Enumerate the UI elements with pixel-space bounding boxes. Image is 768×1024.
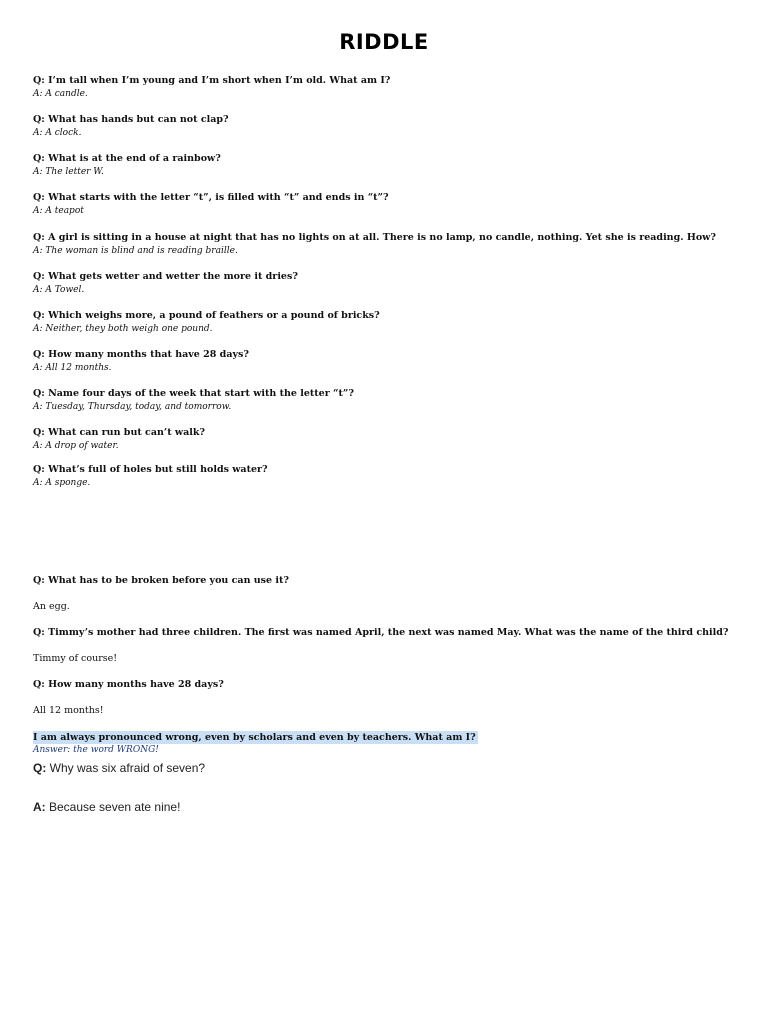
riddle-answer: A: A Towel. <box>33 285 85 295</box>
answer-text: Because seven ate nine! <box>45 800 181 814</box>
riddle-item <box>33 426 733 453</box>
riddle-question: Q: What starts with the letter “t”, is filled with “t” and ends in “t”? <box>33 192 389 203</box>
riddle-answer: A: The woman is blind and is reading braille. <box>33 246 238 256</box>
riddle-question: Q: A girl is sitting in a house at night that has no lights on at all. There is no lamp, no candle, nothing. Yet she is reading. How? <box>33 232 716 243</box>
riddle-question: Q: What gets wetter and wetter the more it dries? <box>33 271 298 282</box>
riddle-answer: A: A sponge. <box>33 478 91 488</box>
riddle-answer: A: A candle. <box>33 89 88 99</box>
page-title: RIDDLE <box>339 30 429 54</box>
riddle-question: Q: How many months that have 28 days? <box>33 349 249 360</box>
riddle-answer: Timmy of course! <box>33 653 118 664</box>
riddle-item <box>33 270 733 297</box>
riddle-answer: An egg. <box>33 601 70 612</box>
riddle-answer: A: The letter W. <box>33 167 104 177</box>
riddle-question: Q: What’s full of holes but still holds water? <box>33 464 268 475</box>
riddle-question: Q: What has to be broken before you can use it? <box>33 575 289 586</box>
riddle-item <box>33 113 733 140</box>
riddle-question: Q: I’m tall when I’m young and I’m short when I’m old. What am I? <box>33 75 391 86</box>
highlighted-question: I am always pronounced wrong, even by scholars and even by teachers. What am I? <box>33 732 476 743</box>
riddle-answer: A: A teapot <box>33 206 84 216</box>
riddle-item <box>33 231 733 258</box>
riddle-answer: A: Tuesday, Thursday, today, and tomorrow. <box>33 402 232 412</box>
riddle-answer: A: A clock. <box>33 128 82 138</box>
riddle-question: Q: Which weighs more, a pound of feathers or a pound of bricks? <box>33 310 380 321</box>
last-question <box>33 760 205 776</box>
riddle-answer: A: Neither, they both weigh one pound. <box>33 324 213 334</box>
riddle-question: Q: Name four days of the week that start with the letter “t”? <box>33 388 354 399</box>
riddle-item <box>33 387 733 414</box>
riddle-question: Q: How many months have 28 days? <box>33 679 224 690</box>
riddle-answer: A: All 12 months. <box>33 363 112 373</box>
riddle-question: Q: What can run but can’t walk? <box>33 427 205 438</box>
riddle-item <box>33 348 733 375</box>
riddle-item <box>33 309 733 336</box>
question-label: Q: <box>33 761 47 775</box>
riddle-answer: A: A drop of water. <box>33 441 119 451</box>
answer-label: A: <box>33 800 46 814</box>
riddle-answer: All 12 months! <box>33 705 104 716</box>
riddle-item <box>33 74 733 101</box>
riddle-item <box>33 152 733 179</box>
riddle-item <box>33 463 733 490</box>
highlighted-answer: Answer: the word WRONG! <box>33 745 159 755</box>
last-answer <box>33 799 180 815</box>
riddle-question: Q: Timmy’s mother had three children. The first was named April, the next was named May. What was the name of the third child? <box>33 627 729 638</box>
question-text: Why was six afraid of seven? <box>46 761 206 775</box>
riddle-question: Q: What has hands but can not clap? <box>33 114 229 125</box>
riddle-question: Q: What is at the end of a rainbow? <box>33 153 221 164</box>
riddle-item <box>33 191 733 218</box>
